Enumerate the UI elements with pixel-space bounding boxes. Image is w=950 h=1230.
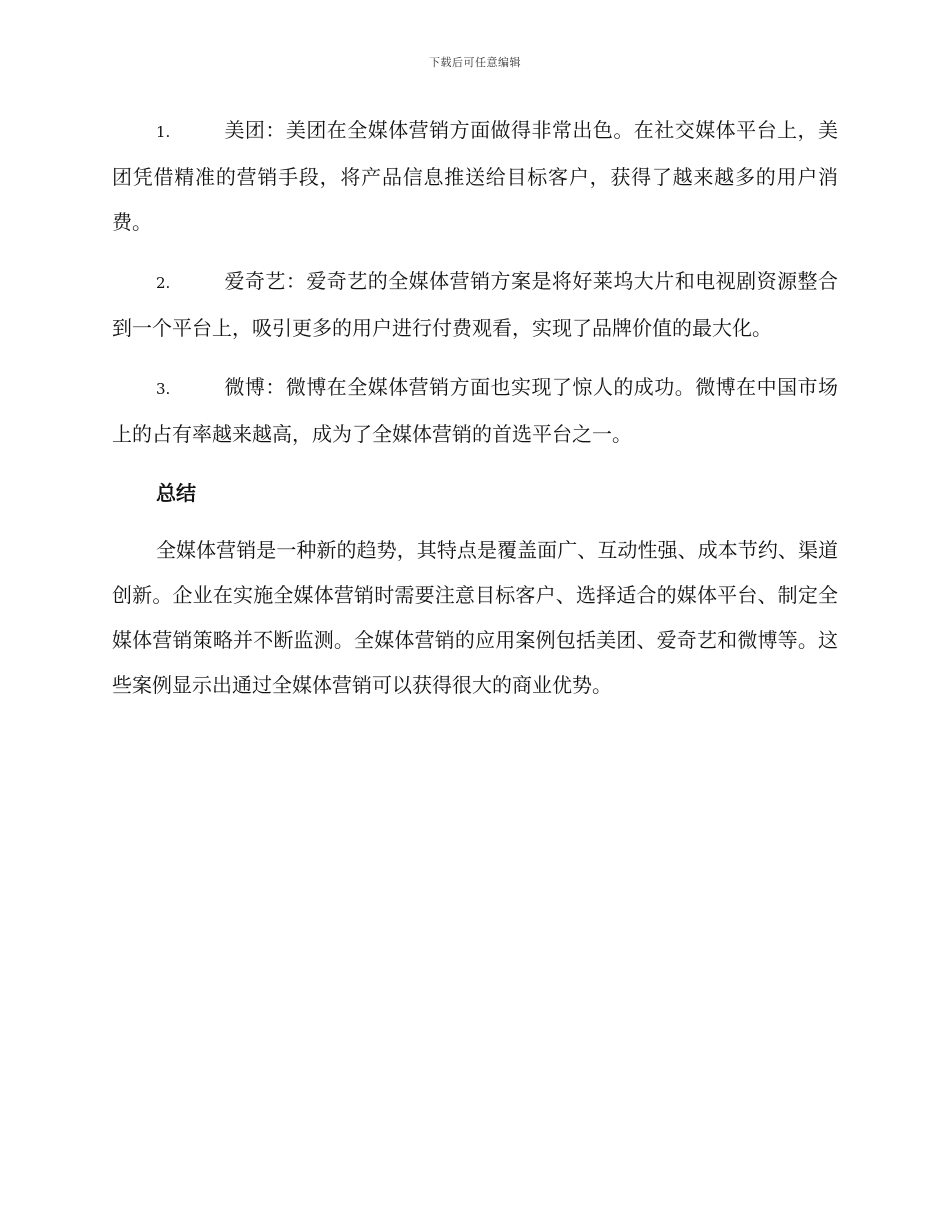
- list-number: 1.: [156, 123, 171, 141]
- summary-paragraph: 全媒体营销是一种新的趋势，其特点是覆盖面广、互动性强、成本节约、渠道创新。企业在实施全媒体营销时需要注意目标客户、选择适合的媒体平台、制定全媒体营销策略并不断监测。全媒体营销的应用案例包括美团、爱奇艺和微博等。这些案例显示出通过全媒体营销可以获得很大的商业优势。: [112, 538, 838, 697]
- document-body: [112, 108, 838, 722]
- list-item-meituan: [112, 108, 838, 245]
- list-number: 2.: [156, 274, 171, 292]
- list-number: 3.: [156, 380, 171, 398]
- list-item-text: 微博：微博在全媒体营销方面也实现了惊人的成功。微博在中国市场上的占有率越来越高，成为了全媒体营销的首选平台之一。: [112, 375, 838, 446]
- list-item-text: 美团：美团在全媒体营销方面做得非常出色。在社交媒体平台上，美团凭借精准的营销手段，将产品信息推送给目标客户，获得了越来越多的用户消费。: [112, 118, 838, 234]
- list-item-iqiyi: [112, 259, 838, 351]
- page-header: 下载后可任意编辑: [429, 56, 521, 69]
- summary-heading: 总结: [156, 481, 196, 505]
- list-item-text: 爱奇艺：爱奇艺的全媒体营销方案是将好莱坞大片和电视剧资源整合到一个平台上，吸引更多的用户进行付费观看，实现了品牌价值的最大化。: [112, 269, 838, 340]
- list-item-weibo: [112, 365, 838, 457]
